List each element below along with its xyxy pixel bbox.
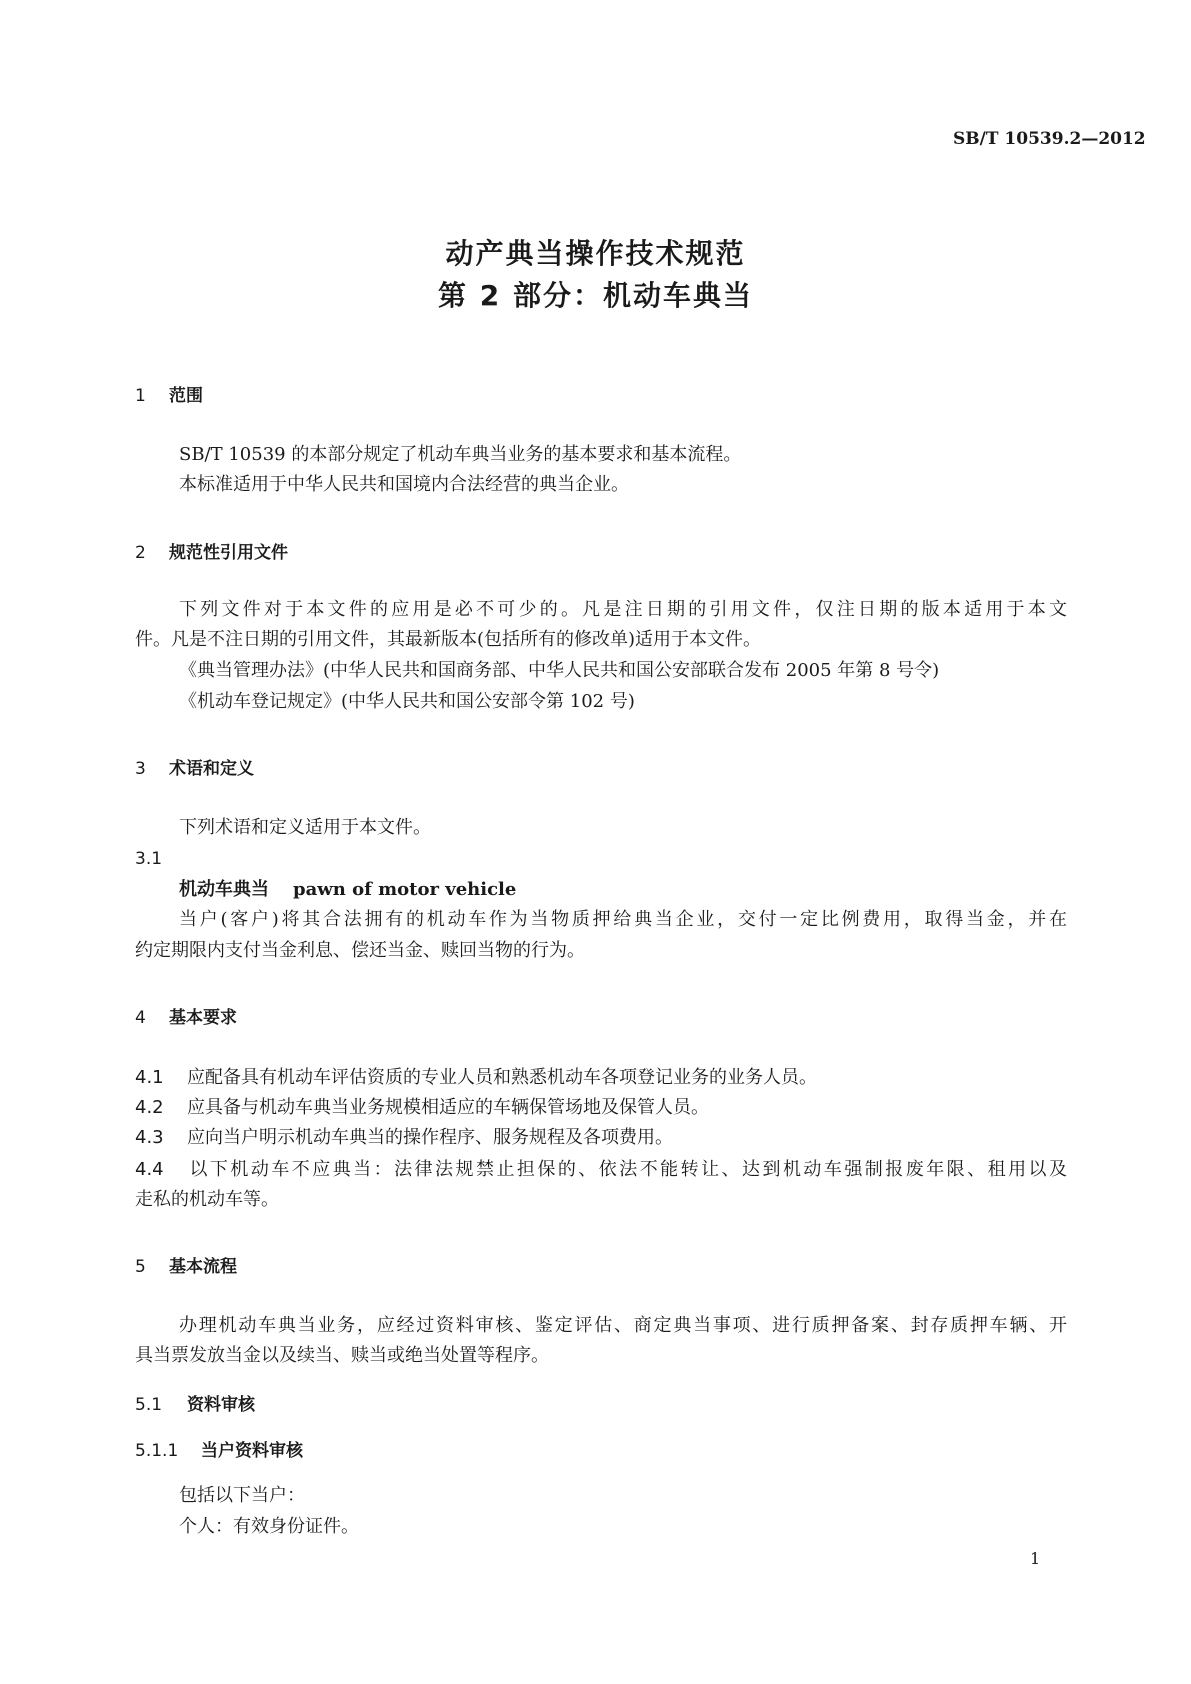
page-number: 1 xyxy=(1030,1549,1041,1568)
reference-item: 《典当管理办法》(中华人民共和国商务部、中华人民共和国公安部联合发布 2005 年第 8 号令) xyxy=(179,660,940,681)
reference-item: 《机动车登记规定》(中华人民共和国公安部令第 102 号) xyxy=(179,691,635,712)
doc-title: 动产典当操作技术规范 xyxy=(445,237,746,270)
paragraph-line: 下列术语和定义适用于本文件。 xyxy=(179,817,431,838)
section-5-heading: 5 基本流程 xyxy=(135,1257,237,1277)
section-4-heading: 4 基本要求 xyxy=(135,1008,237,1028)
requirement-item: 4.4 以下机动车不应典当：法律法规禁止担保的、依法不能转让、达到机动车强制报废年限、租用以及 xyxy=(135,1159,1067,1180)
term-heading: 机动车典当 pawn of motor vehicle xyxy=(179,879,517,900)
section-1-heading: 1 范围 xyxy=(135,386,203,406)
paragraph-line: 个人：有效身份证件。 xyxy=(179,1516,359,1537)
paragraph-line: 具当票发放当金以及续当、赎当或绝当处置等程序。 xyxy=(135,1345,549,1366)
requirement-item: 4.2 应具备与机动车典当业务规模相适应的车辆保管场地及保管人员。 xyxy=(135,1097,709,1118)
doc-subtitle: 第 2 部分：机动车典当 xyxy=(438,279,753,312)
requirement-item: 4.1 应配备具有机动车评估资质的专业人员和熟悉机动车各项登记业务的业务人员。 xyxy=(135,1067,817,1088)
paragraph-line: 办理机动车典当业务，应经过资料审核、鉴定评估、商定典当事项、进行质押备案、封存质押车辆、开 xyxy=(179,1315,1067,1336)
section-5-1-heading: 5.1 资料审核 xyxy=(135,1395,255,1415)
paragraph-line: 下列文件对于本文件的应用是必不可少的。凡是注日期的引用文件，仅注日期的版本适用于本文 xyxy=(179,599,1067,620)
standard-code: SB/T 10539.2—2012 xyxy=(953,129,1146,149)
section-2-heading: 2 规范性引用文件 xyxy=(135,543,288,563)
term-number: 3.1 xyxy=(135,849,163,869)
paragraph-line: 包括以下当户： xyxy=(179,1485,305,1506)
definition-line: 约定期限内支付当金利息、偿还当金、赎回当物的行为。 xyxy=(135,940,585,961)
paragraph-line: 件。凡是不注日期的引用文件，其最新版本(包括所有的修改单)适用于本文件。 xyxy=(135,629,762,650)
section-5-1-1-heading: 5.1.1 当户资料审核 xyxy=(135,1441,303,1461)
requirement-item-continued: 走私的机动车等。 xyxy=(135,1189,279,1210)
definition-line: 当户(客户)将其合法拥有的机动车作为当物质押给典当企业，交付一定比例费用，取得当金，并在 xyxy=(179,909,1067,930)
section-3-heading: 3 术语和定义 xyxy=(135,759,254,779)
paragraph-line: 本标准适用于中华人民共和国境内合法经营的典当企业。 xyxy=(179,474,629,495)
paragraph-line: SB/T 10539 的本部分规定了机动车典当业务的基本要求和基本流程。 xyxy=(179,444,742,465)
requirement-item: 4.3 应向当户明示机动车典当的操作程序、服务规程及各项费用。 xyxy=(135,1127,673,1148)
